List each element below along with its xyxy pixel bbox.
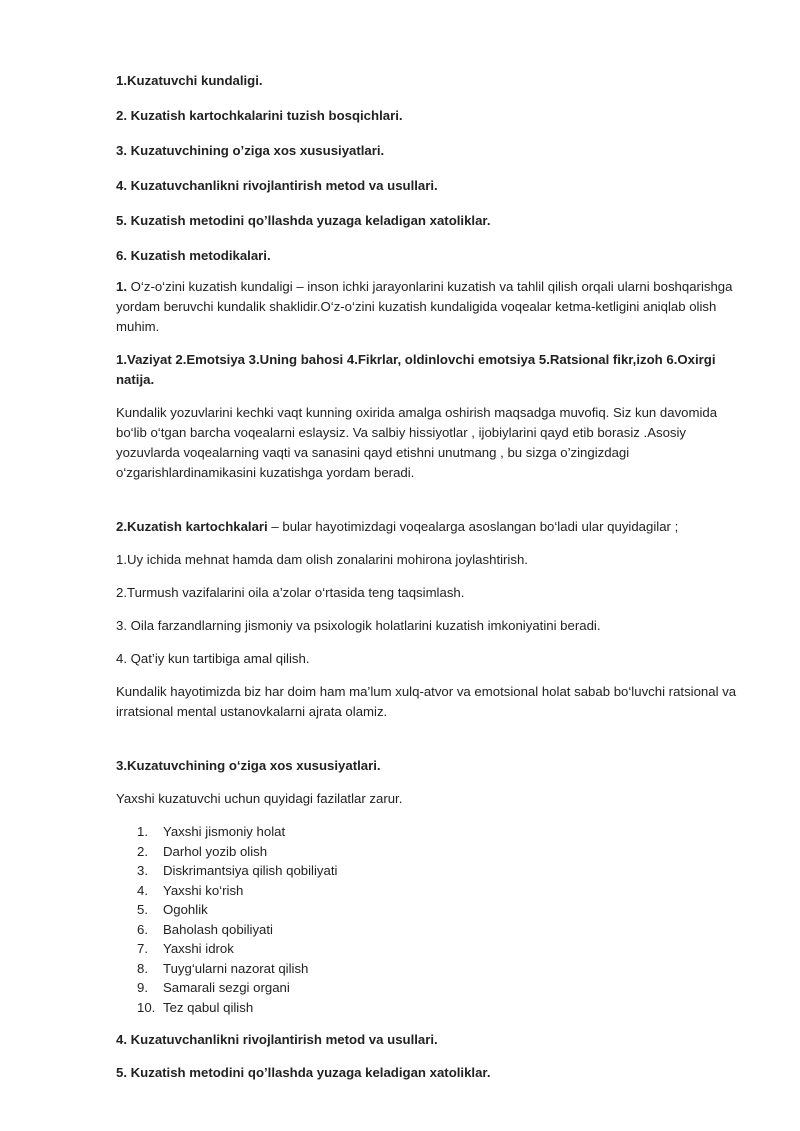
list-item-number: 4. — [137, 882, 148, 898]
toc-item-5: 5. Kuzatish metodini qo’llashda yuzaga keladigan xatoliklar. — [116, 213, 491, 228]
list-item — [116, 842, 742, 862]
section3-title: 3.Kuzatuvchining o‘ziga xos xususiyatlari. — [116, 758, 381, 773]
list-item-number: 1. — [137, 824, 148, 839]
section2-title: 2.Kuzatish kartochkalari — [116, 519, 268, 534]
list-item-number: 7. — [137, 941, 148, 956]
list-item-text: Diskrimantsiya qilish qobiliyati — [163, 863, 338, 878]
section4-title: 4. Kuzatuvchanlikni rivojlantirish metod va usullari. — [116, 1032, 438, 1047]
list-item-number: 6. — [137, 921, 148, 937]
list-item — [116, 861, 742, 881]
section1-lead: 1. — [116, 279, 127, 294]
list-item — [116, 900, 742, 920]
section2-item-2: 2.Turmush vazifalarini oila a’zolar o‘rtasida teng taqsimlash. — [116, 585, 465, 600]
toc-item-1: 1.Kuzatuvchi kundaligi. — [116, 73, 263, 88]
section2-item-4: 4. Qat’iy kun tartibiga amal qilish. — [116, 651, 310, 666]
section2-intro-text: – bular hayotimizdagi voqealarga asoslangan bo‘ladi ular quyidagilar ; — [267, 519, 679, 534]
section1-steps: 1.Vaziyat 2.Emotsiya 3.Uning bahosi 4.Fikrlar, oldinlovchi emotsiya 5.Ratsional fikr,izoh 6.Oxirgi natija. — [116, 352, 716, 387]
section2-paragraph: Kundalik hayotimizda biz har doim ham ma’lum xulq-atvor va emotsional holat sabab bo‘luvchi ratsional va irratsional mental ustanovkalarni ajrata olamiz. — [116, 684, 737, 719]
list-item-number: 10. — [137, 999, 156, 1015]
list-item-text: Yaxshi idrok — [163, 941, 234, 956]
document-body — [116, 71, 742, 1096]
list-item-text: Tuyg‘ularni nazorat qilish — [163, 960, 309, 976]
list-item-text: Darhol yozib olish — [163, 843, 268, 859]
toc-item-6: 6. Kuzatish metodikalari. — [116, 248, 271, 263]
list-item-text: Yaxshi ko‘rish — [163, 882, 244, 898]
list-item-number: 5. — [137, 902, 148, 917]
list-item-text: Samarali sezgi organi — [163, 980, 290, 995]
section1-paragraph: Kundalik yozuvlarini kechki vaqt kunning oxirida amalga oshirish maqsadga muvofiq. Siz kun davomida bo‘lib o‘tgan barcha voqealarni eslaysiz. Va salbiy hissiyotlar , ijobiylarini qayd etib borasiz .Asosiy yozuvlarda voqealarning vaqti va sanasini qayd etishni unutmang , bu sizga o’zingizdagi o‘zgarishlardinamikasini kuzatishga yordam beradi. — [116, 405, 718, 480]
toc-item-4: 4. Kuzatuvchanlikni rivojlantirish metod va usullari. — [116, 178, 438, 193]
list-item — [116, 998, 742, 1018]
list-item-text: Ogohlik — [163, 902, 208, 917]
list-item-number: 9. — [137, 980, 148, 995]
section2-item-3: 3. Oila farzandlarning jismoniy va psixologik holatlarini kuzatish imkoniyatini beradi. — [116, 618, 601, 633]
section5-title: 5. Kuzatish metodini qo’llashda yuzaga keladigan xatoliklar. — [116, 1065, 491, 1080]
list-item — [116, 881, 742, 901]
list-item-text: Baholash qobiliyati — [163, 921, 273, 937]
list-item — [116, 939, 742, 959]
list-item-text: Tez qabul qilish — [163, 999, 254, 1015]
toc-item-3: 3. Kuzatuvchining o’ziga xos xususiyatlari. — [116, 143, 385, 158]
section2-intro — [116, 517, 742, 537]
list-item-number: 3. — [137, 863, 148, 878]
list-item-number: 2. — [137, 843, 148, 859]
list-item — [116, 978, 742, 998]
list-item-number: 8. — [137, 960, 148, 976]
qualities-list — [116, 822, 742, 1017]
list-item-text: Yaxshi jismoniy holat — [163, 824, 286, 839]
section1-intro — [116, 277, 742, 337]
section3-intro: Yaxshi kuzatuvchi uchun quyidagi fazilatlar zarur. — [116, 791, 403, 806]
section1-intro-text: O‘z-o‘zini kuzatish kundaligi – inson ichki jarayonlarini kuzatish va tahlil qilish orqali ularni boshqarishga yordam beruvchi kundalik shaklidir.O‘z-o‘zini kuzatish kundaligida voqealar ketma-ketligini aniqlab olish muhim. — [116, 279, 733, 334]
section2-item-1: 1.Uy ichida mehnat hamda dam olish zonalarini mohirona joylashtirish. — [116, 552, 528, 567]
list-item — [116, 920, 742, 940]
toc-item-2: 2. Kuzatish kartochkalarini tuzish bosqichlari. — [116, 108, 403, 123]
list-item — [116, 822, 742, 842]
list-item — [116, 959, 742, 979]
